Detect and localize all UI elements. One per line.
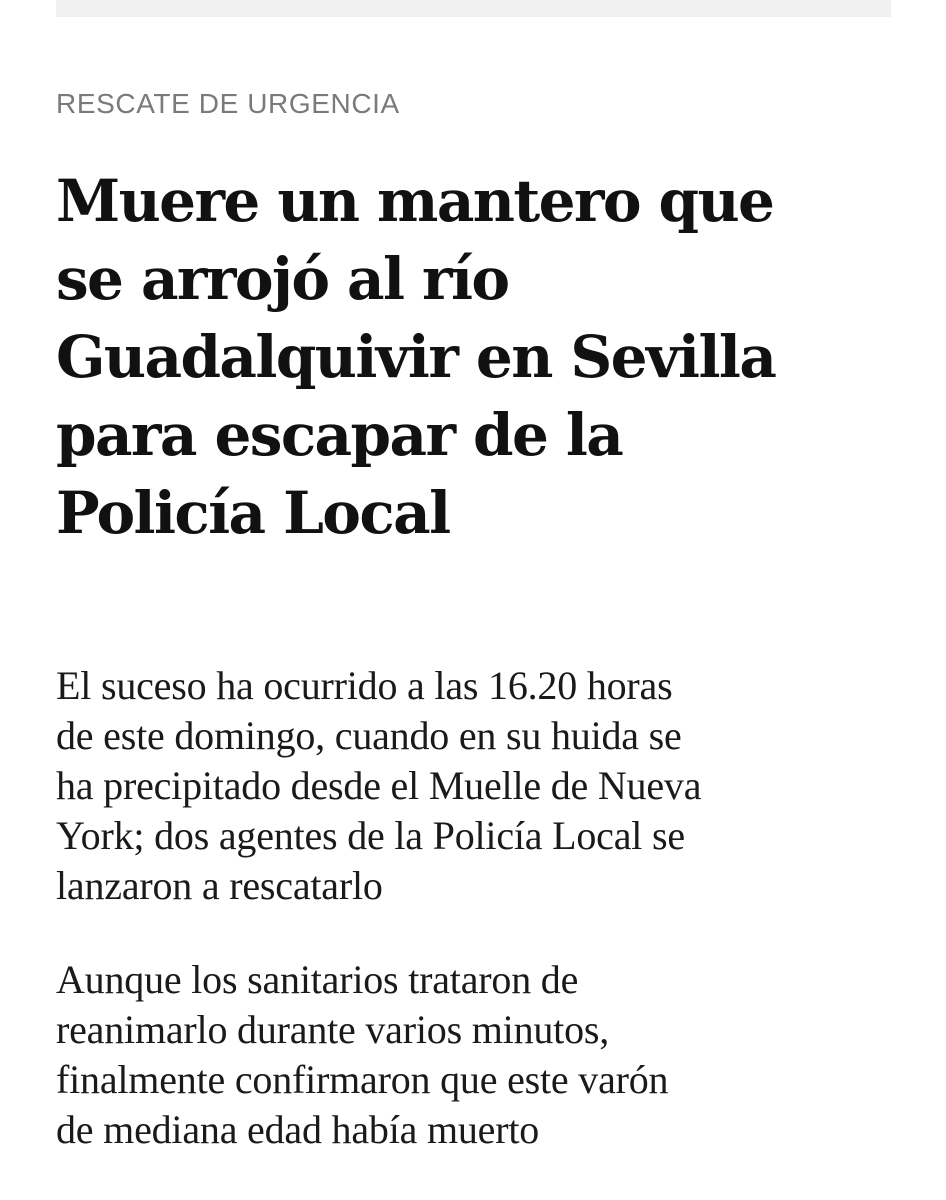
headline-line: Guadalquivir en Sevilla [56,323,776,391]
summary-line: finalmente confirmaron que este varón [56,1057,669,1102]
summary-paragraph [56,661,916,911]
headline-line: Muere un mantero que [56,167,774,235]
summary-line: de este domingo, cuando en su huida se [56,713,682,758]
headline-line: se arrojó al río [56,245,509,313]
summary-line: lanzaron a rescatarlo [56,863,383,908]
summary-line: ha precipitado desde el Muelle de Nueva [56,763,702,808]
headline-line: Policía Local [56,479,450,547]
summary-paragraph [56,955,916,1155]
article-headline[interactable] [56,162,916,552]
summary-line: de mediana edad había muerto [56,1107,540,1152]
headline-line: para escapar de la [56,401,623,469]
summary-line: El suceso ha ocurrido a las 16.20 horas [56,663,673,708]
summary-line: Aunque los sanitarios trataron de [56,957,579,1002]
article-kicker: RESCATE DE URGENCIA [56,88,400,119]
summary-line: York; dos agentes de la Policía Local se [56,813,685,858]
top-divider-bar [56,0,891,17]
summary-line: reanimarlo durante varios minutos, [56,1007,610,1052]
